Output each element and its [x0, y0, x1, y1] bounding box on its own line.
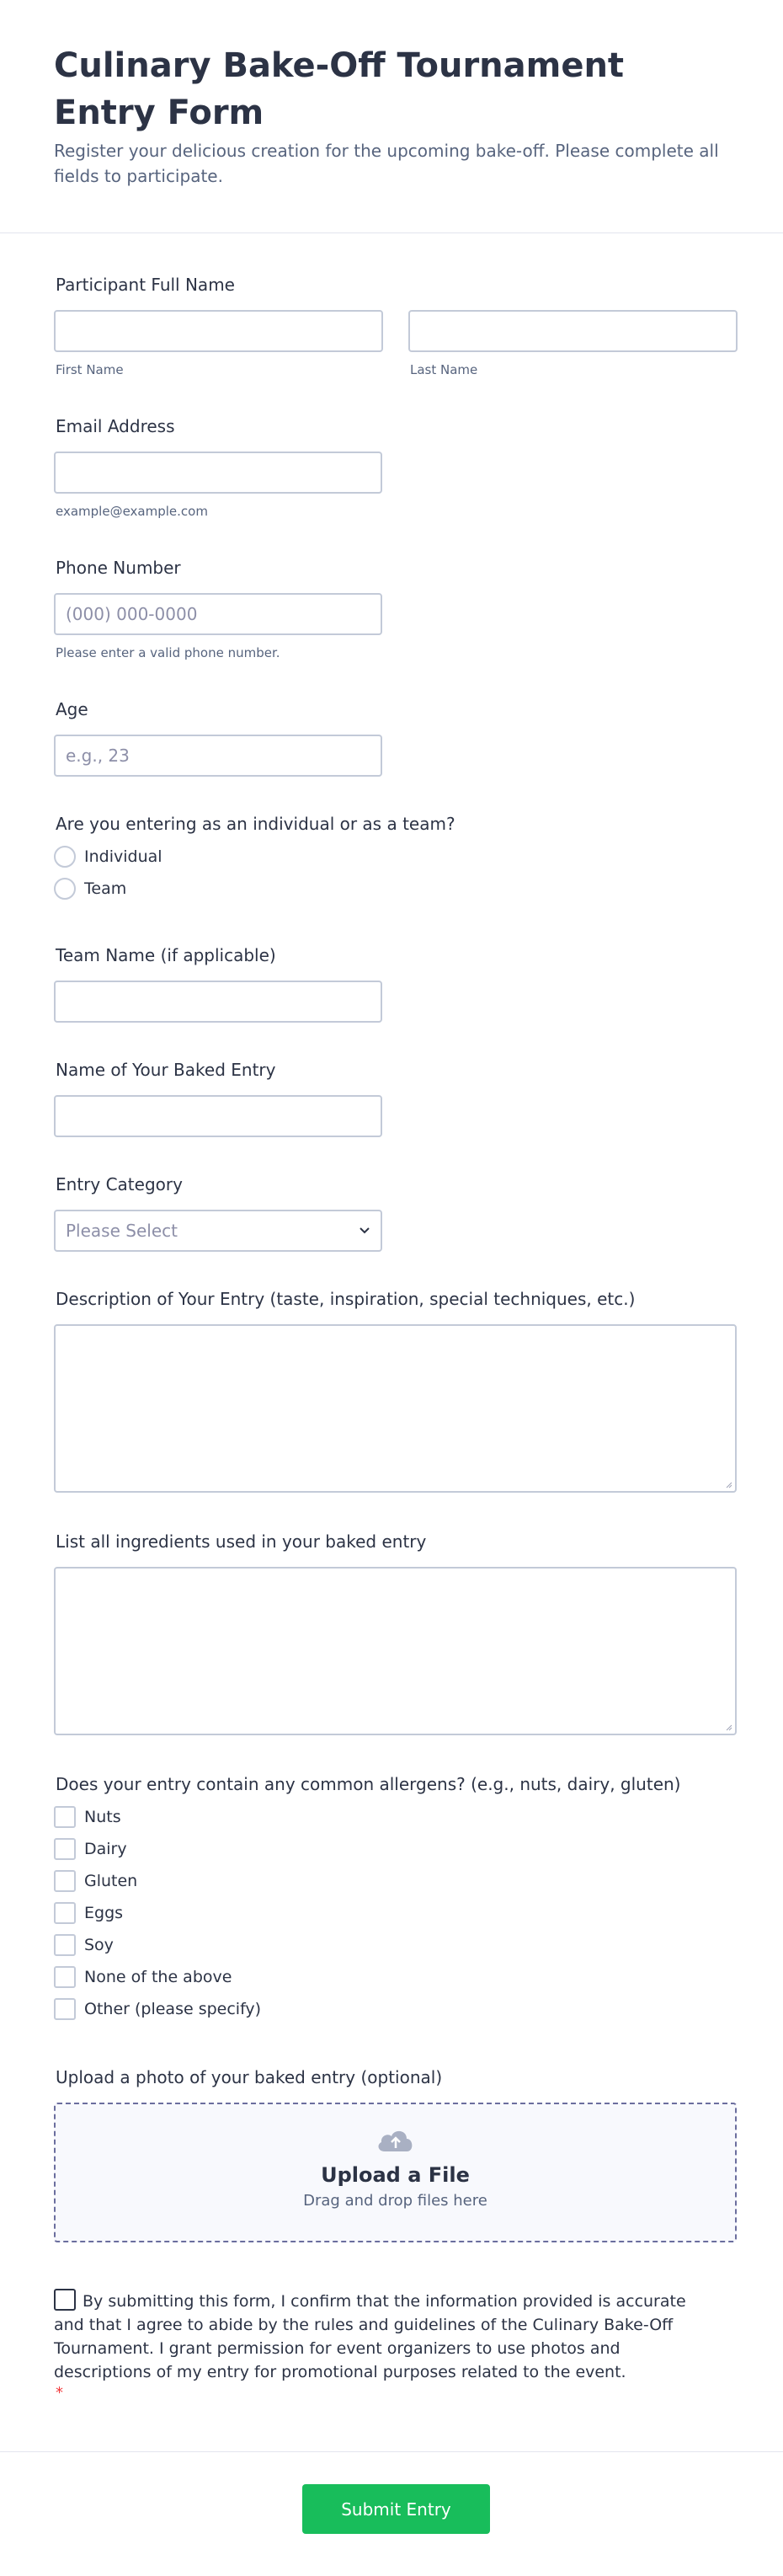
- checkbox-box[interactable]: [54, 1902, 76, 1924]
- last-name-sublabel: Last Name: [410, 362, 478, 377]
- email-field: [54, 416, 382, 519]
- checkbox-nuts[interactable]: [54, 1806, 680, 1828]
- category-select[interactable]: [54, 1210, 382, 1252]
- age-input[interactable]: [54, 735, 382, 777]
- checkbox-soy-label: Soy: [84, 1936, 114, 1954]
- cloud-upload-icon: [375, 2124, 417, 2155]
- upload-label: Upload a photo of your baked entry (optional): [56, 2067, 443, 2087]
- radio-circle[interactable]: [54, 878, 76, 900]
- ingredients-label: List all ingredients used in your baked entry: [56, 1531, 427, 1552]
- form-description: Register your delicious creation for the upcoming bake-off. Please complete all fields to participate.: [54, 141, 719, 186]
- entry-type-field: [54, 814, 455, 900]
- checkbox-other[interactable]: [54, 1998, 680, 2020]
- team-name-label: Team Name (if applicable): [56, 945, 276, 965]
- category-field: [54, 1174, 382, 1252]
- entry-name-input[interactable]: [54, 1095, 382, 1137]
- entry-name-label: Name of Your Baked Entry: [56, 1060, 276, 1080]
- checkbox-none-label: None of the above: [84, 1968, 232, 1986]
- description-field: [54, 1289, 737, 1493]
- resize-grip-icon[interactable]: [724, 1723, 732, 1731]
- form-footer: [0, 2451, 783, 2576]
- checkbox-box[interactable]: [54, 1934, 76, 1956]
- upload-hint: Drag and drop files here: [303, 2192, 487, 2210]
- age-field: [54, 699, 382, 777]
- radio-individual[interactable]: [54, 846, 455, 868]
- phone-label: Phone Number: [56, 558, 181, 578]
- age-placeholder: e.g., 23: [66, 746, 130, 766]
- consent-checkbox[interactable]: [54, 2289, 76, 2311]
- resize-grip-icon[interactable]: [724, 1480, 732, 1488]
- phone-field: [54, 558, 382, 660]
- team-name-field: [54, 945, 382, 1023]
- radio-circle[interactable]: [54, 846, 76, 868]
- email-sublabel: example@example.com: [56, 504, 208, 519]
- ingredients-field: [54, 1531, 737, 1735]
- radio-individual-label: Individual: [84, 847, 162, 866]
- checkbox-dairy-label: Dairy: [84, 1840, 127, 1858]
- checkbox-gluten-label: Gluten: [84, 1872, 138, 1890]
- checkbox-box[interactable]: [54, 1998, 76, 2020]
- checkbox-soy[interactable]: [54, 1934, 680, 1956]
- checkbox-box[interactable]: [54, 1870, 76, 1892]
- consent-field: [54, 2289, 694, 2402]
- checkbox-other-label: Other (please specify): [84, 2000, 262, 2018]
- consent-text: By submitting this form, I confirm that the information provided is accurate and that I agree to abide by the rules and guidelines of the Culinary Bake-Off Tournament. I grant permission for event organizers to use photos and descriptions of my entry for promotional purposes related to the event.: [54, 2292, 686, 2381]
- description-label: Description of Your Entry (taste, inspiration, special techniques, etc.): [56, 1289, 636, 1309]
- allergens-label: Does your entry contain any common allergens? (e.g., nuts, dairy, gluten): [56, 1774, 681, 1794]
- chevron-down-icon: [359, 1227, 370, 1235]
- upload-title: Upload a File: [321, 2163, 470, 2187]
- checkbox-box[interactable]: [54, 1806, 76, 1828]
- description-textarea[interactable]: [54, 1324, 737, 1493]
- email-input[interactable]: [54, 452, 382, 494]
- ingredients-textarea[interactable]: [54, 1567, 737, 1735]
- checkbox-eggs-label: Eggs: [84, 1904, 124, 1922]
- upload-field: [54, 2067, 737, 2242]
- category-label: Entry Category: [56, 1174, 183, 1194]
- checkbox-dairy[interactable]: [54, 1838, 680, 1860]
- checkbox-box[interactable]: [54, 1838, 76, 1860]
- form-header: [0, 0, 783, 233]
- age-label: Age: [56, 699, 88, 719]
- first-name-sublabel: First Name: [56, 362, 124, 377]
- checkbox-nuts-label: Nuts: [84, 1808, 121, 1826]
- entry-type-label: Are you entering as an individual or as a team?: [56, 814, 455, 834]
- team-name-input[interactable]: [54, 981, 382, 1023]
- checkbox-gluten[interactable]: [54, 1870, 680, 1892]
- form-title: Culinary Bake-Off Tournament Entry Form: [54, 46, 625, 132]
- email-label: Email Address: [56, 416, 175, 436]
- category-selected: Please Select: [66, 1221, 178, 1241]
- radio-team-label: Team: [84, 879, 127, 898]
- first-name-input[interactable]: [54, 310, 383, 352]
- phone-sublabel: Please enter a valid phone number.: [56, 645, 280, 660]
- full-name-label: Participant Full Name: [56, 275, 235, 295]
- last-name-input[interactable]: [408, 310, 738, 352]
- phone-input[interactable]: [54, 593, 382, 635]
- phone-placeholder: (000) 000-0000: [66, 604, 198, 624]
- required-mark: *: [56, 2384, 63, 2402]
- submit-button[interactable]: Submit Entry: [302, 2484, 490, 2534]
- checkbox-eggs[interactable]: [54, 1902, 680, 1924]
- allergens-field: [54, 1774, 680, 2020]
- full-name-field: [54, 275, 738, 377]
- checkbox-none[interactable]: [54, 1966, 680, 1988]
- upload-dropzone[interactable]: [54, 2103, 737, 2242]
- entry-name-field: [54, 1060, 382, 1137]
- radio-team[interactable]: [54, 878, 455, 900]
- consent-text-block: [54, 2289, 694, 2384]
- checkbox-box[interactable]: [54, 1966, 76, 1988]
